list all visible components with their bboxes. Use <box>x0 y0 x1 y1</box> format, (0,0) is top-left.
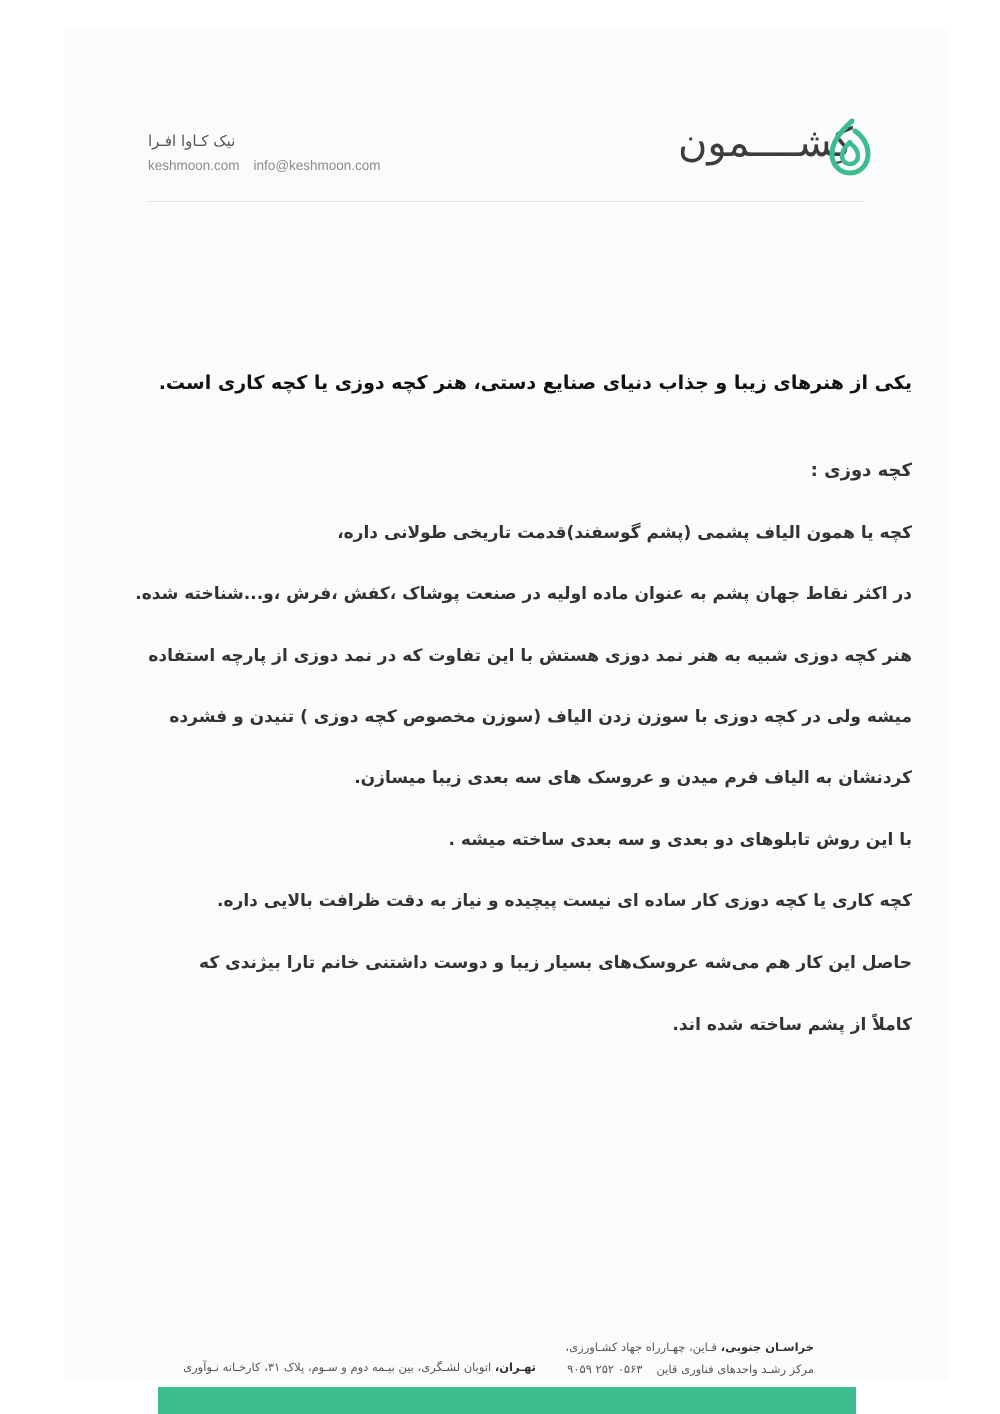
section-heading: کچه دوزی : <box>810 460 912 481</box>
paragraph-line: کچه یا همون الیاف پشمی (پشم گوسفند)قدمت تاریخی طولانی داره، <box>337 523 912 543</box>
company-info <box>148 132 428 173</box>
tehran-address <box>183 1360 536 1374</box>
incubator-name: مرکز رشـد واحدهای فناوری قاین <box>656 1362 814 1376</box>
paragraph-line: کاملاً از پشم ساخته شده اند. <box>672 1015 912 1035</box>
header-divider <box>148 201 864 202</box>
paragraph-line: کچه کاری یا کچه دوزی کار ساده ای نیست پیچیده و نیاز به دقت ظرافت بالایی داره. <box>217 891 912 911</box>
khorasan-address <box>565 1336 814 1380</box>
paragraph-line: کردنشان به الیاف فرم میدن و عروسک های سه بعدی زیبا میسازن. <box>354 768 912 788</box>
paragraph-line: در اکثر نقاط جهان پشم به عنوان ماده اولیه در صنعت پوشاک ،کفش ،فرش ،و...شناخته شده. <box>135 584 912 604</box>
brand-name: کِشــــمون <box>678 120 853 166</box>
paragraph-line: میشه ولی در کچه دوزی با سوزن زدن الیاف (سوزن مخصوص کچه دوزی ) تنیدن و فشرده <box>169 707 912 727</box>
tehran-label: تهـران، <box>494 1360 536 1374</box>
footer-accent-bar <box>158 1387 856 1414</box>
contact-line <box>148 158 428 173</box>
paragraph-line: با این روش تابلوهای دو بعدی و سه بعدی ساخته میشه . <box>448 830 912 850</box>
tehran-address-text: اتوبان لشـگری، بین بیـمه دوم و سـوم، پلاک ۳۱، کارخـانه نـوآوری <box>183 1360 495 1374</box>
drop-logo-icon <box>828 118 872 176</box>
paragraph-line: هنر کچه دوزی شبیه به هنر نمد دوزی هستش با این تفاوت که در نمد دوزی از پارچه استفاده <box>148 646 912 666</box>
paragraph-line: حاصل این کار هم می‌شه عروسک‌های بسیار زیبا و دوست داشتنی خانم تارا بیژندی که <box>199 953 912 973</box>
khorasan-line <box>565 1336 814 1358</box>
khorasan-address-text: قـاین، چهـارراه جهاد کشـاورزی، <box>565 1340 721 1354</box>
center-line <box>567 1358 814 1380</box>
company-name: نیک کـاوا افـرا <box>148 132 236 150</box>
phone-number[interactable]: ۰۵۶۳ ۲۵۲ ۹۰۵۹ <box>567 1362 643 1376</box>
website-link[interactable]: keshmoon.com <box>148 158 240 173</box>
khorasan-label: خراسـان جنوبی، <box>720 1340 814 1354</box>
email-link[interactable]: info@keshmoon.com <box>253 158 381 173</box>
intro-sentence: یکی از هنرهای زیبا و جذاب دنیای صنایع دستی، هنر کچه دوزی یا کچه کاری است. <box>158 372 912 394</box>
page-background <box>64 30 948 1380</box>
brand-logo-block <box>678 114 874 184</box>
